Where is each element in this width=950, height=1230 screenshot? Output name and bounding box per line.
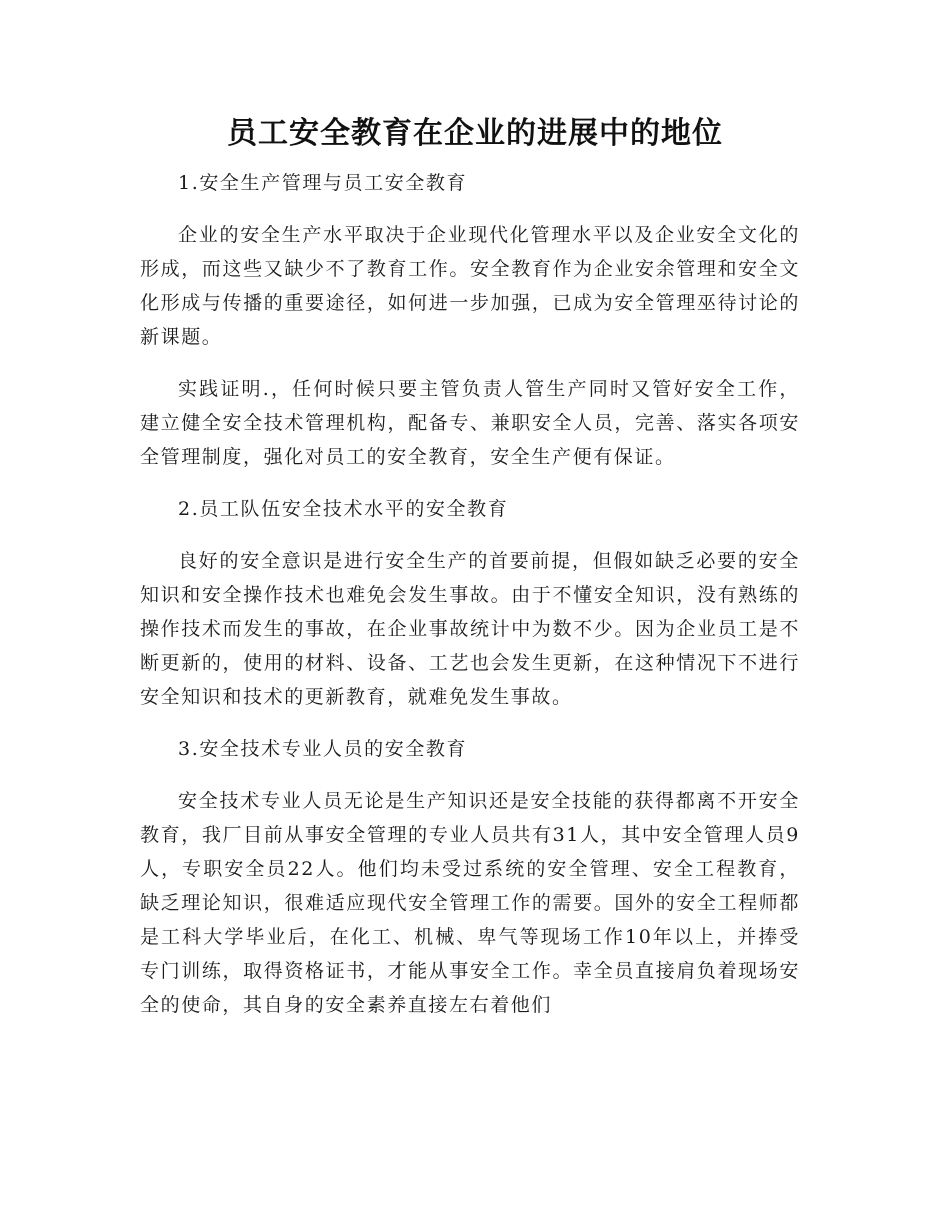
document-body — [140, 166, 800, 1022]
paragraph: 企业的安全生产水平取决于企业现代化管理水平以及企业安全文化的形成，而这些又缺少不了教育工作。安全教育作为企业安余管理和安全文化形成与传播的重要途径，如何进一步加强，已成为安全管理巫待讨论的新课题。 — [140, 224, 800, 348]
paragraph: 安全技术专业人员无论是生产知识还是安全技能的获得都离不开安全教育，我厂目前从事安全管理的专业人员共有31人，其中安全管理人员9人，专职安全员22人。他们均未受过系统的安全管理、安全工程教育，缺乏理论知识，很难适应现代安全管理工作的需要。国外的安全工程师都是工科大学毕业后，在化工、机械、卑气等现场工作10年以上，并捧受专门训练，取得资格证书，才能从事安全工作。幸全员直接肩负着现场安全的使命，其自身的安全素养直接左右着他们 — [140, 790, 800, 1016]
section-heading-2: 2.员工队伍安全技术水平的安全教育 — [178, 498, 509, 520]
paragraph: 实践证明.，任何时候只要主管负责人管生产同时又管好安全工作，建立健全安全技术管理机构，配备专、兼职安全人员，完善、落实各项安全管理制度，强化对员工的安全教育，安全生产便有保证。 — [140, 378, 800, 468]
paragraph: 良好的安全意识是进行安全生产的首要前提，但假如缺乏必要的安全知识和安全操作技术也难免会发生事故。由于不懂安全知识，没有熟练的操作技术而发生的事故，在企业事故统计中为数不少。因为企业员工是不断更新的，使用的材料、设备、工艺也会发生更新，在这种情况下不进行安全知识和技术的更新教育，就难免发生事故。 — [140, 550, 800, 708]
section-heading-1: 1.安全生产管理与员工安全教育 — [178, 172, 468, 194]
document-title: 员工安全教育在企业的进展中的地位 — [227, 116, 723, 151]
section-heading-3: 3.安全技术专业人员的安全教育 — [178, 738, 468, 760]
